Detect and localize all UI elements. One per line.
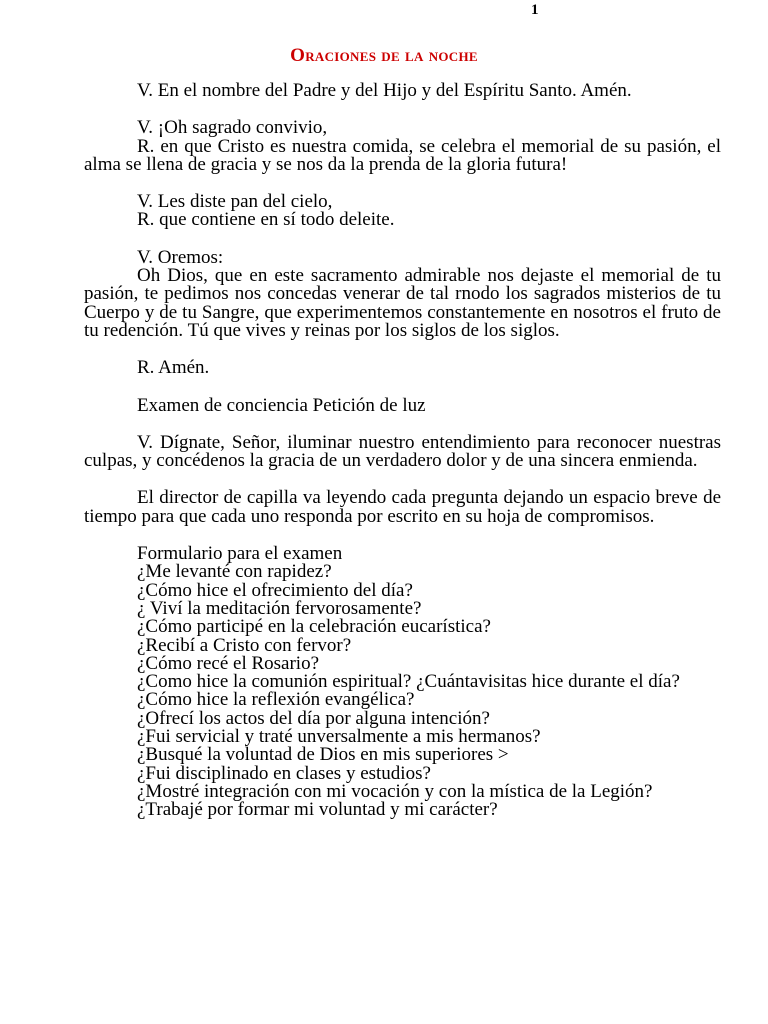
examen-question: ¿Ofrecí los actos del día por alguna intención? <box>137 707 490 729</box>
examen-question: ¿Cómo recé el Rosario? <box>137 652 320 674</box>
page-title: Oraciones de la noche <box>290 45 478 66</box>
examen-question: ¿Cómo hice la reflexión evangélica? <box>137 689 415 711</box>
examen-question: ¿Me levanté con rapidez? <box>137 561 332 583</box>
examen-question: ¿Mostré integración con mi vocación y con la mística de la Legión? <box>137 780 653 802</box>
versicle-block-2 <box>84 193 721 230</box>
examen-question: ¿Cómo hice el ofrecimiento del día? <box>137 579 413 601</box>
examen-question: ¿Fui disciplinado en clases y estudios? <box>137 762 431 784</box>
response: R. en que Cristo es nuestra comida, se celebra el memorial de su pasión, el alma se llena de gracia y se nos da la prenda de la gloria futura! <box>84 135 721 175</box>
examen-question: ¿Busqué la voluntad de Dios en mis superiores > <box>137 744 509 766</box>
document-body <box>84 82 721 820</box>
examen-heading: Formulario para el examen <box>137 543 343 565</box>
examen-form <box>84 545 721 819</box>
examen-question: ¿Fui servicial y traté unversalmente a mis hermanos? <box>137 726 541 748</box>
versicle: V. Oremos: <box>137 246 224 268</box>
petition-paragraph: V. Dígnate, Señor, iluminar nuestro entendimiento para reconocer nuestras culpas, y concédenos la gracia de un verdadero dolor y de una sincera enmienda. <box>84 431 721 472</box>
examen-question: ¿Cómo participé en la celebración eucarística? <box>137 616 491 638</box>
response: R. que contiene en sí todo deleite. <box>137 209 395 231</box>
prayer-block <box>84 246 721 341</box>
amen-response: R. Amén. <box>137 357 210 379</box>
examen-question: ¿Como hice la comunión espiritual? ¿Cuántavisitas hice durante el día? <box>137 671 680 693</box>
examen-question: ¿ Viví la meditación fervorosamente? <box>137 597 422 619</box>
versicle: V. Les diste pan del cielo, <box>137 191 333 213</box>
page-number: 1 <box>531 2 539 18</box>
versicle-block-1 <box>84 119 721 174</box>
examen-question: ¿Trabajé por formar mi voluntad y mi carácter? <box>137 799 498 821</box>
prayer-text: Oh Dios, que en este sacramento admirable nos dejaste el memorial de tu pasión, te pedimos nos concedas venerar de tal rnodo los sagrados misterios de tu Cuerpo y de tu Sangre, que experimentemos constantemente en nosotros el fruto de tu redención. Tú que vives y reinas por los siglos de los siglos. <box>84 265 721 341</box>
versicle: V. ¡Oh sagrado convivio, <box>137 117 328 139</box>
examen-question: ¿Recibí a Cristo con fervor? <box>137 634 352 656</box>
section-heading: Examen de conciencia Petición de luz <box>137 394 426 416</box>
instruction-paragraph: El director de capilla va leyendo cada pregunta dejando un espacio breve de tiempo para que cada uno responda por escrito en su hoja de compromisos. <box>84 487 721 527</box>
invocation-paragraph: V. En el nombre del Padre y del Hijo y del Espíritu Santo. Amén. <box>137 80 632 101</box>
